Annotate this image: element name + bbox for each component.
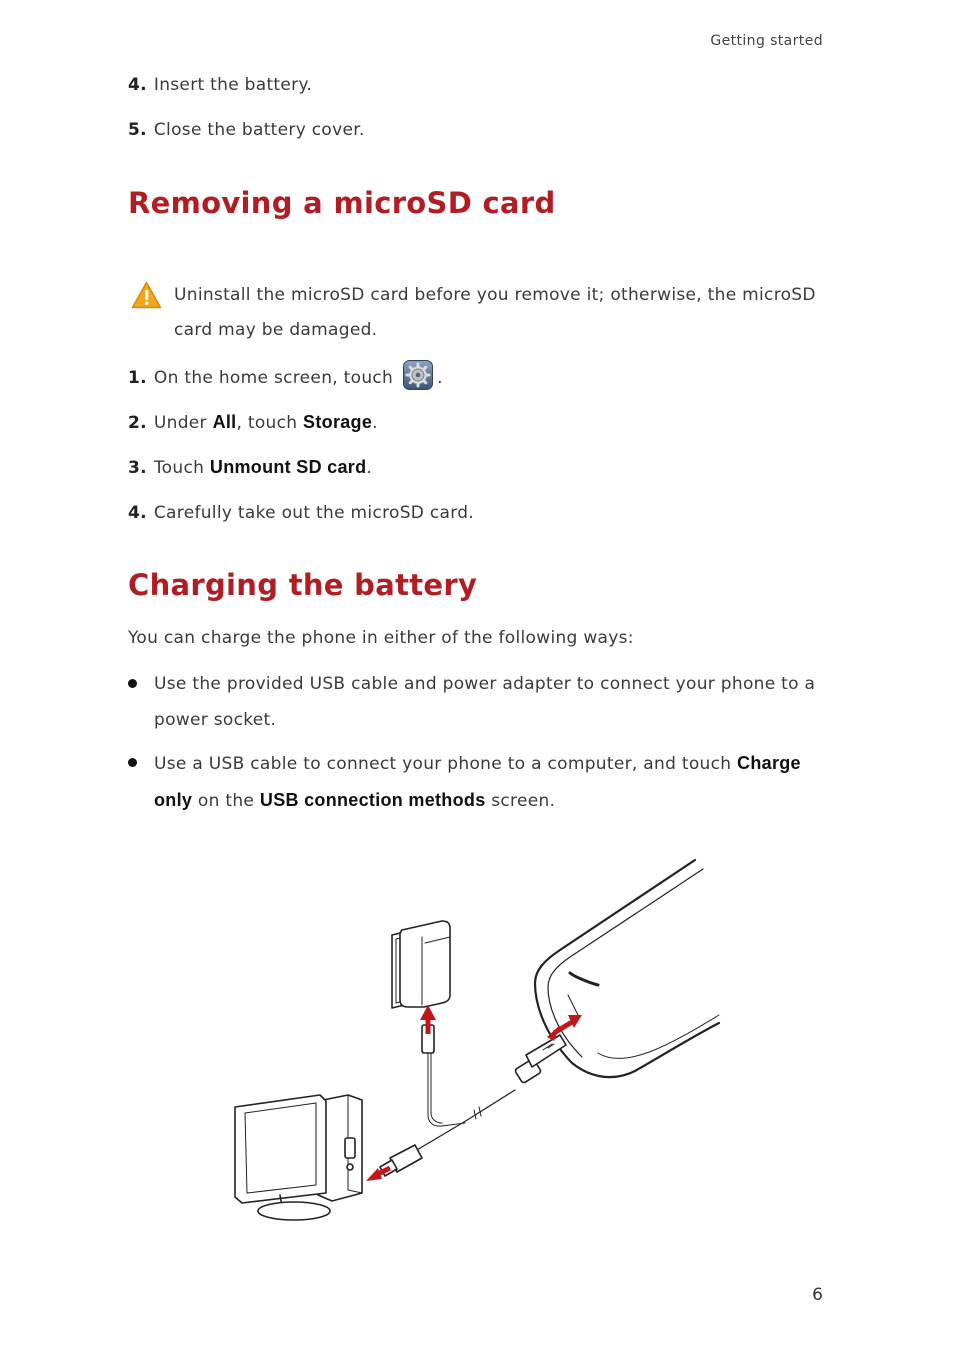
usb-cable-illustration: [380, 1035, 566, 1176]
step-insert-battery: 4. Insert the battery.: [128, 75, 313, 95]
page-number: 6: [812, 1285, 823, 1305]
step-close-cover: 5. Close the battery cover.: [128, 120, 365, 140]
section-title-charging: Charging the battery: [128, 568, 478, 602]
computer-illustration: [235, 1095, 362, 1220]
step-storage: 2. Under All, touch Storage.: [128, 412, 378, 433]
step-unmount: 3. Touch Unmount SD card.: [128, 457, 373, 478]
warning-triangle-icon: [131, 281, 162, 309]
step-take-out: 4. Carefully take out the microSD card.: [128, 503, 475, 523]
bullet-computer: Use a USB cable to connect your phone to a computer, and touch Charge only on the USB connection methods screen.: [128, 745, 828, 819]
bullet-power-socket: Use the provided USB cable and power adapter to connect your phone to a power socket.: [128, 666, 828, 738]
running-header: Getting started: [710, 33, 823, 49]
settings-gear-icon: [403, 360, 433, 390]
warning-text: Uninstall the microSD card before you remove it; otherwise, the microSD card may be damaged.: [174, 285, 816, 340]
step-open-settings: 1. On the home screen, touch .: [128, 366, 443, 390]
bullet-dot: [128, 679, 137, 688]
section-title-removing: Removing a microSD card: [128, 186, 556, 220]
bullet-dot: [128, 758, 137, 767]
charging-intro: You can charge the phone in either of the following ways:: [128, 628, 634, 648]
charging-illustration: [230, 855, 725, 1225]
